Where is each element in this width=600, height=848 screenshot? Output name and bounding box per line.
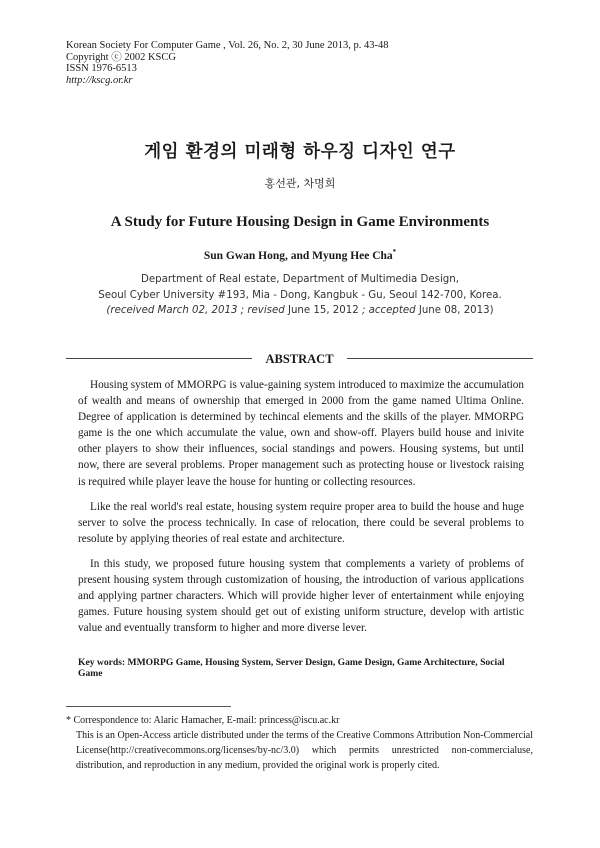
issn-line: ISSN 1976-6513 xyxy=(66,63,137,74)
accepted-label: ; accepted xyxy=(361,305,416,316)
keywords: Key words: MMORPG Game, Housing System, Server Design, Game Design, Game Architecture, Social Game xyxy=(78,657,505,679)
received-date: (received March 02, 2013 ; revised xyxy=(106,305,285,316)
authors-english-names: Sun Gwan Hong, and Myung Hee Cha xyxy=(203,249,393,262)
abstract-heading: ABSTRACT xyxy=(265,352,334,366)
accepted-date: June 08, 2013) xyxy=(418,305,494,316)
correspondence-note: * Correspondence to: Alaric Hamacher, E-mail: princess@iscu.ac.kr xyxy=(66,715,340,726)
revised-date: June 15, 2012 xyxy=(287,305,359,316)
authors-korean: 홍선관, 차명희 xyxy=(264,177,336,190)
abstract-heading-row xyxy=(66,352,533,366)
affiliation xyxy=(0,272,600,319)
authors-english xyxy=(0,248,600,262)
journal-header xyxy=(66,40,388,86)
title-korean: 게임 환경의 미래형 하우징 디자인 연구 xyxy=(144,142,456,162)
journal-citation: Korean Society For Computer Game , Vol. 26, No. 2, 30 June 2013, p. 43-48 xyxy=(66,40,389,51)
copyright-line: Copyright ⓒ 2002 KSCG xyxy=(66,51,176,63)
title-english: A Study for Future Housing Design in Game Environments xyxy=(110,214,490,230)
abstract-rule-right xyxy=(347,358,533,359)
abstract-paragraph: In this study, we proposed future housing system that complements a variety of problems of present housing system through customization of housing, the introduction of various applications and applying partner characters. Which will provide higher lever of entertainment while enjoying games. Future housing system should get out of existing uniform structure, develop with artistic value and eventually transform to higher and more diverse lever. xyxy=(78,557,524,635)
footnote-divider xyxy=(66,706,231,707)
corresponding-author-mark: * xyxy=(392,248,397,256)
affiliation-address: Seoul Cyber University #193, Mia - Dong, Kangbuk - Gu, Seoul 142-700, Korea. xyxy=(98,289,502,301)
abstract-body xyxy=(78,377,524,645)
article-dates xyxy=(0,303,600,319)
footnote xyxy=(66,713,533,773)
affiliation-departments: Department of Real estate, Department of Multimedia Design, xyxy=(141,274,459,285)
abstract-paragraph: Like the real world's real estate, housing system require proper area to build the house and huge server to solve the process technically. In case of relocation, there could be several problems to resolute by applying theories of real estate and architecture. xyxy=(78,500,524,545)
journal-url[interactable]: http://kscg.or.kr xyxy=(66,74,133,86)
license-note: This is an Open-Access article distributed under the terms of the Creative Commons Attribution Non-Commercial License(http://creativecommons.org/licenses/by-nc/3.0) which permits unrestricted non-commercialuse, distribution, and reproduction in any medium, provided the original work is properly cited. xyxy=(76,730,533,771)
abstract-paragraph: Housing system of MMORPG is value-gaining system introduced to maximize the accumulation of wealth and means of ownership that emerged in 2000 from the game named Ultima Online. Degree of application is determined by techincal elements and the skills of the player. MMORPG game is the one which accumulate the value, own and show-off. Players build house and inivite other players to show their influences, social standings and powers. Housing systems, but until now, there are several problems. Proper management such as protecting house or livestock raising is required while player leave the house for hunting or collecting resources. xyxy=(78,379,524,488)
